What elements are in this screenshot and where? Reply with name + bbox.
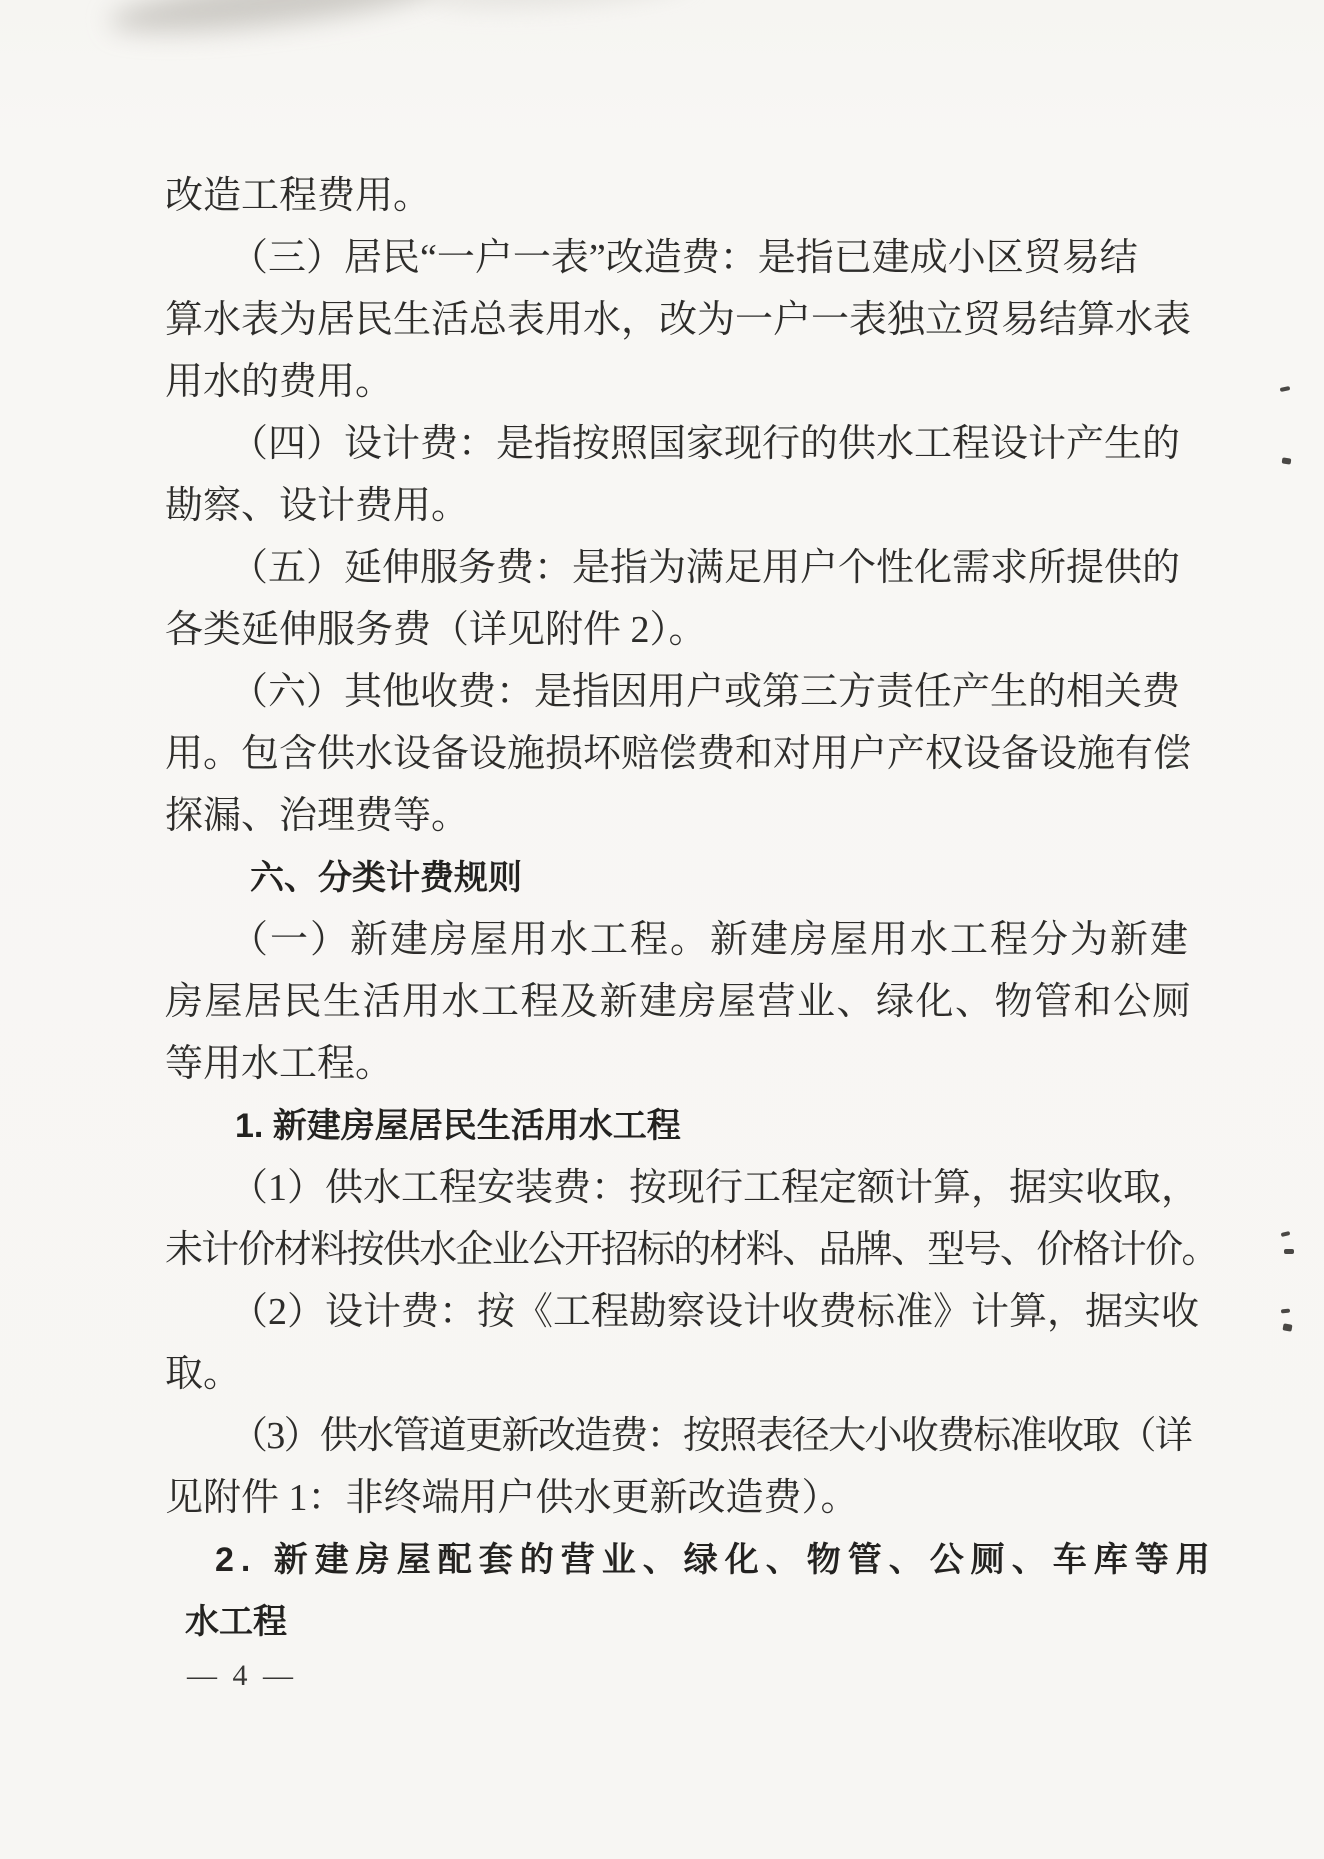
- scan-edge-shadow: [106, 0, 449, 45]
- paragraph-line: 改造工程费用。: [165, 175, 432, 217]
- paragraph-line: 勘察、设计费用。: [165, 485, 470, 527]
- paragraph-line: 房屋居民生活用水工程及新建房屋营业、绿化、物管和公厕: [165, 981, 1193, 1023]
- scan-speck: [1281, 1309, 1290, 1314]
- paragraph-line: （一）新建房屋用水工程。新建房屋用水工程分为新建: [230, 919, 1191, 961]
- paragraph-line: 用水的费用。: [165, 361, 394, 403]
- document-body: [165, 165, 1245, 1695]
- paragraph-line: （六）其他收费：是指因用户或第三方责任产生的相关费: [230, 671, 1181, 713]
- paragraph-line: （四）设计费：是指按照国家现行的供水工程设计产生的: [230, 423, 1181, 465]
- scan-speck: [1281, 1231, 1291, 1237]
- section-heading: 六、分类计费规则: [250, 859, 522, 897]
- paragraph-line: 用。包含供水设备设施损坏赔偿费和对用户产权设备设施有偿: [165, 733, 1192, 775]
- subsection-heading: 1. 新建房屋居民生活用水工程: [235, 1107, 681, 1145]
- scan-edge-shadow: [429, 0, 691, 15]
- paragraph-line: 算水表为居民生活总表用水，改为一户一表独立贸易结算水表: [165, 299, 1192, 341]
- scan-speck: [1280, 386, 1291, 392]
- page-number: — 4 —: [187, 1659, 297, 1692]
- subsection-heading: 水工程: [185, 1603, 287, 1641]
- paragraph-line: 探漏、治理费等。: [165, 795, 470, 837]
- scan-speck: [1284, 1249, 1294, 1254]
- paragraph-line: （五）延伸服务费：是指为满足用户个性化需求所提供的: [230, 547, 1181, 589]
- paragraph-line: （2）设计费：按《工程勘察设计收费标准》计算，据实收: [230, 1291, 1200, 1333]
- paragraph-line: 等用水工程。: [165, 1043, 394, 1085]
- paragraph-line: （3）供水管道更新改造费：按照表径大小收费标准收取（详: [230, 1415, 1192, 1457]
- paragraph-line: 取。: [165, 1353, 242, 1395]
- paragraph-line: 未计价材料按供水企业公开招标的材料、品牌、型号、价格计价。: [165, 1229, 1218, 1271]
- paragraph-line: 见附件 1：非终端用户供水更新改造费）。: [165, 1477, 859, 1519]
- paragraph-line: 各类延伸服务费（详见附件 2）。: [165, 609, 707, 651]
- scan-speck: [1282, 457, 1292, 464]
- paragraph-line: （1）供水工程安装费：按现行工程定额计算，据实收取，: [230, 1167, 1200, 1209]
- scan-speck: [1282, 1323, 1292, 1331]
- paragraph-line: （三）居民“一户一表”改造费：是指已建成小区贸易结: [230, 237, 1138, 279]
- subsection-heading: 2. 新建房屋配套的营业、绿化、物管、公厕、车库等用: [215, 1541, 1217, 1579]
